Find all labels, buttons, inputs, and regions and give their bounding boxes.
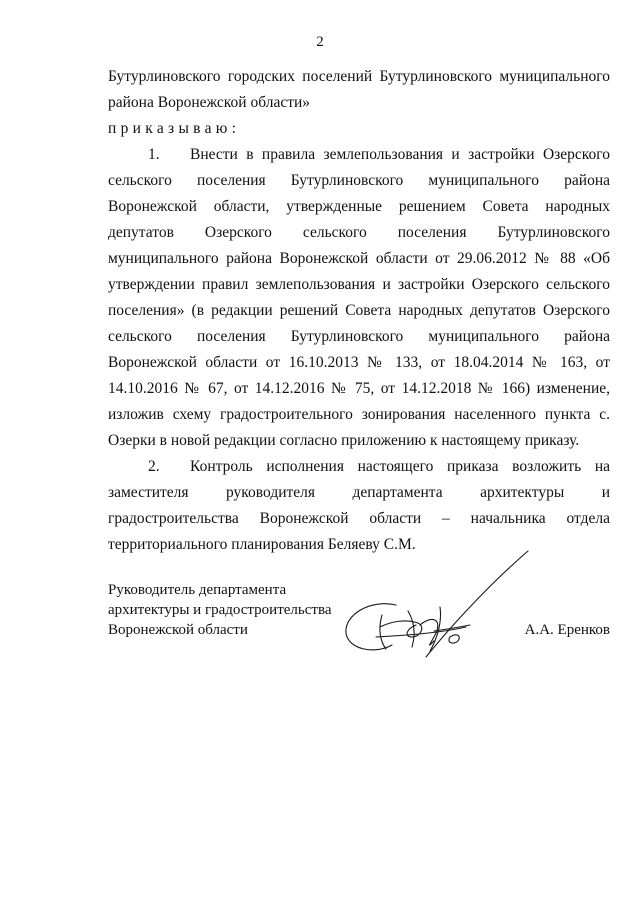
order-item-1 bbox=[108, 142, 610, 454]
order-word: приказываю: bbox=[108, 120, 241, 137]
signatory-name: А.А. Еренков bbox=[524, 622, 610, 638]
signatory-title-line: архитектуры и градостроительства bbox=[108, 602, 332, 618]
order-item-text: Контроль исполнения настоящего приказа возложить на заместителя руководителя департамента архитектуры и градостроительства Воронежской области – начальника отдела территориального планирования Беляеву С.М. bbox=[108, 458, 610, 553]
intro-continuation: Бутурлиновского городских поселений Бутурлиновского муниципального района Воронежской области» bbox=[108, 68, 610, 111]
order-item-text: Внести в правила землепользования и застройки Озерского сельского поселения Бутурлиновского муниципального района Воронежской области, утвержденные решением Совета народных депутатов Озерского сельского поселения Бутурлиновского муниципального района Воронежской области от 29.06.2012 № 88 «Об утверждении правил землепользования и застройки Озерского сельского поселения» (в редакции решений Совета народных депутатов Озерского сельского поселения Бутурлиновского муниципального района Воронежской области от 16.10.2013 № 133, от 18.04.2014 № 163, от 14.10.2016 № 67, от 14.12.2016 № 75, от 14.12.2018 № 166) изменение, изложив схему градостроительного зонирования населенного пункта с. Озерки в новой редакции согласно приложению к настоящему приказу. bbox=[108, 146, 610, 449]
order-item-number: 2. bbox=[148, 458, 160, 475]
order-item-number: 1. bbox=[148, 146, 160, 163]
signatory-title-line: Руководитель департамента bbox=[108, 582, 287, 598]
signatory-title-line: Воронежской области bbox=[108, 622, 248, 638]
order-items bbox=[108, 142, 610, 558]
signature-block bbox=[108, 580, 610, 660]
page-number: 2 bbox=[316, 34, 324, 50]
order-item-2 bbox=[108, 454, 610, 558]
